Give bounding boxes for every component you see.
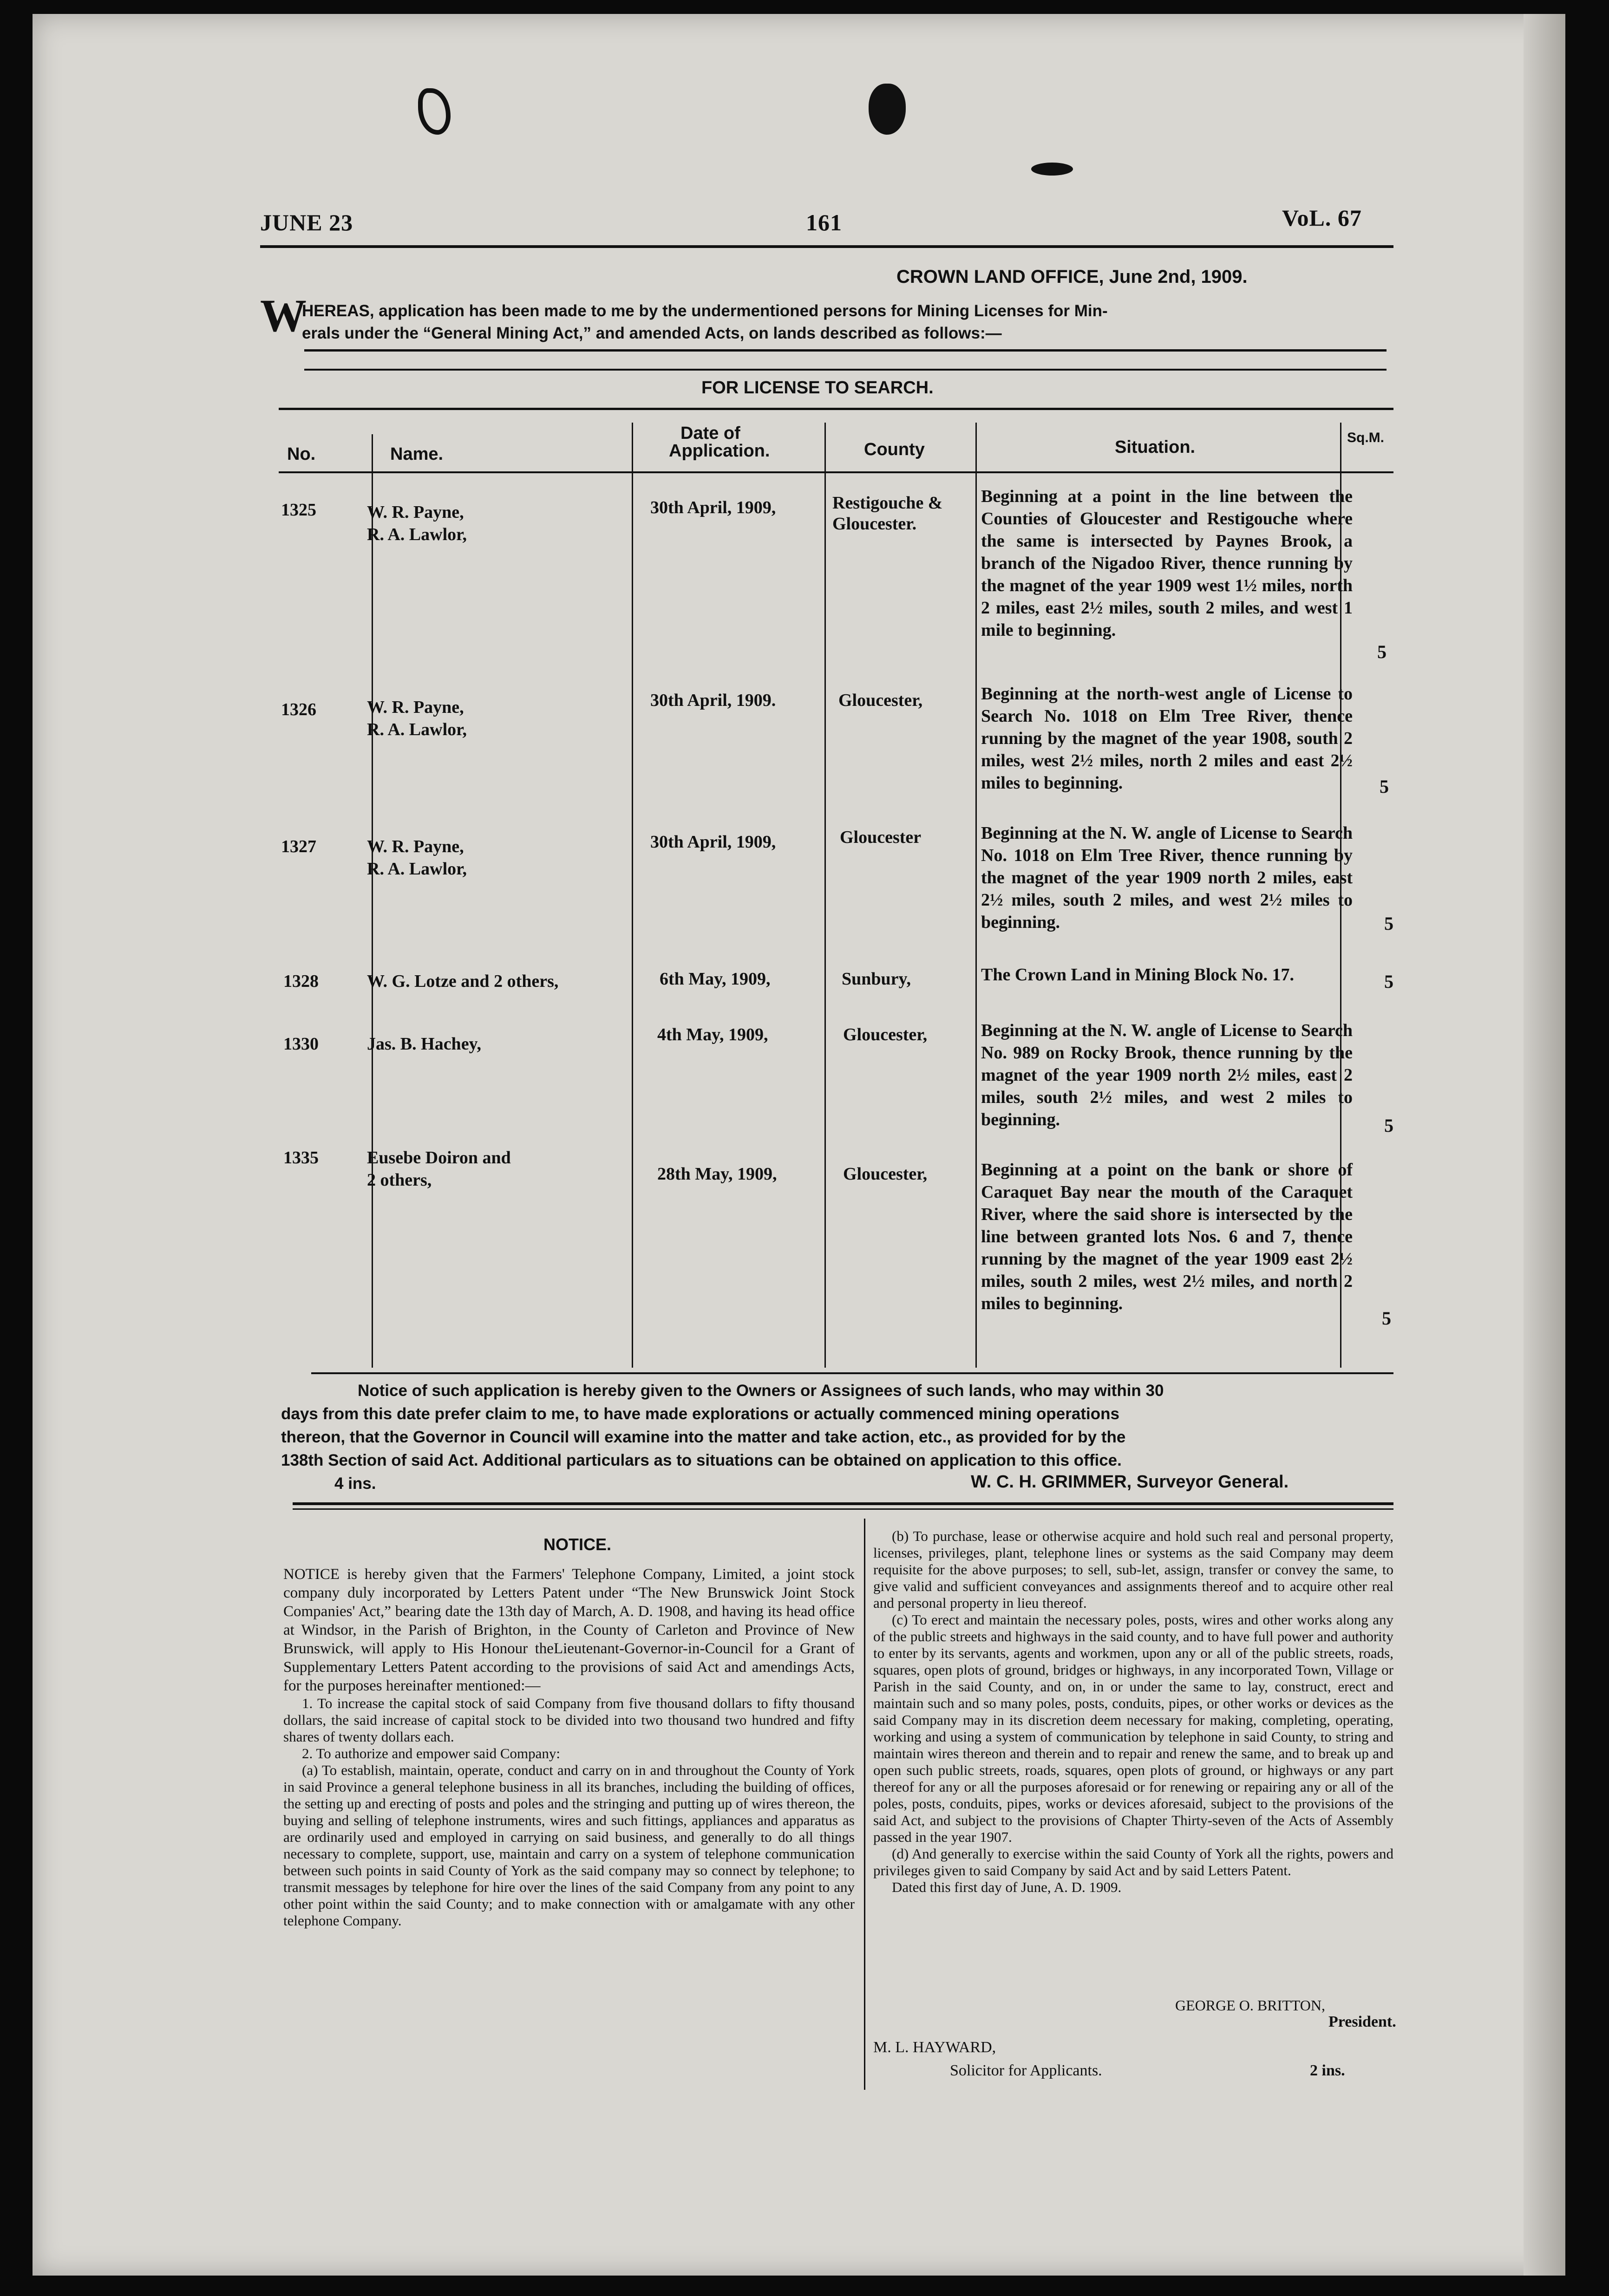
page-edge-shadow — [1524, 14, 1565, 2276]
telephone-insertions: 2 ins. — [1310, 2062, 1345, 2079]
row-1335-no: 1335 — [283, 1148, 319, 1168]
row-1326-sqm: 5 — [1380, 776, 1389, 797]
ink-blot-top-center — [869, 84, 906, 135]
column-divider — [864, 1519, 865, 2090]
solicitor-title: Solicitor for Applicants. — [950, 2062, 1102, 2079]
row-1335-name-2: 2 others, — [367, 1170, 432, 1190]
whereas-initial: W — [260, 290, 307, 341]
intro-rule-1 — [304, 349, 1387, 352]
application-insertions: 4 ins. — [334, 1474, 376, 1493]
row-1335-date: 28th May, 1909, — [657, 1164, 777, 1184]
col-divider-2 — [632, 423, 633, 1368]
signer-title: President. — [1328, 2013, 1396, 2030]
row-1327-date: 30th April, 1909, — [650, 832, 776, 852]
row-1326-name-2: R. A. Lawlor, — [367, 720, 467, 739]
intro-rule-2 — [304, 369, 1387, 371]
row-1326-no: 1326 — [281, 700, 316, 719]
notice-right-column — [873, 1528, 1393, 1896]
row-1325-sqm: 5 — [1377, 641, 1387, 662]
page-number: 161 — [806, 209, 842, 235]
notice-left-column — [283, 1565, 855, 1929]
ink-blot-top-left — [418, 88, 451, 135]
row-1325-no: 1325 — [281, 500, 316, 520]
row-1330-name: Jas. B. Hachey, — [367, 1034, 481, 1054]
crown-office-line: CROWN LAND OFFICE, June 2nd, 1909. — [896, 267, 1248, 287]
row-1325-county-1: Restigouche & — [832, 493, 943, 513]
row-1327-situation: Beginning at the N. W. angle of License to Search No. 1018 on Elm Tree River, thence running by the magnet of the year 1909 north 2 miles, east 2½ miles, south 2 miles, and west 2½ miles to beginning. — [981, 823, 1353, 932]
col-divider-4 — [975, 423, 977, 1368]
surveyor-signature: W. C. H. GRIMMER, Surveyor General. — [971, 1472, 1289, 1492]
notice-left-paragraph-1: NOTICE is hereby given that the Farmers' Telephone Company, Limited, a joint stock company duly incorporated by Letters Patent under “The New Brunswick Joint Stock Companies' Act,” bearing date the 13th day of March, A. D. 1908, and having its head office at Windsor, in the Parish of Brighton, in the County of Carleton and Province of New Brunswick, will apply to His Honour theLieutenant-Governor-in-Council for a Grant of Supplementary Letters Patent according to the provisions of said Act and amendings Acts, for the purposes hereinafter mentioned:— — [283, 1566, 855, 1694]
application-notice-line-1: Notice of such application is hereby given to the Owners or Assignees of such lands, who may within 30 — [358, 1382, 1164, 1400]
table-top-rule — [279, 408, 1393, 410]
row-1325-name-1: W. R. Payne, — [367, 502, 464, 522]
row-1328-situation: The Crown Land in Mining Block No. 17. — [981, 965, 1294, 985]
col-divider-1 — [372, 434, 373, 1368]
row-1328-county: Sunbury, — [842, 969, 911, 989]
row-1330-no: 1330 — [283, 1034, 319, 1054]
section-rule-2 — [293, 1508, 1393, 1510]
application-notice-line-4: 138th Section of said Act. Additional particulars as to situations can be obtained on application to this office. — [281, 1451, 1122, 1469]
whereas-line-1: HEREAS, application has been made to me by the undermentioned persons for Mining Licenses for Min- — [302, 302, 1108, 320]
notice-left-paragraph-2: 1. To increase the capital stock of said Company from five thousand dollars to fifty thousand dollars, the said increase of capital stock to be divided into two thousand two hundred and fifty shares of twenty dollars each. — [283, 1695, 855, 1745]
row-1335-situation: Beginning at a point on the bank or shore of Caraquet Bay near the mouth of the Caraquet River, where the said shore is intersected by the line between granted lots Nos. 6 and 7, thence running by the magnet of the year 1909 east 2½ miles, south 2 miles, west 2½ miles, and north 2 miles to beginning. — [981, 1160, 1353, 1313]
row-1326-name-1: W. R. Payne, — [367, 698, 464, 717]
row-1328-sqm: 5 — [1384, 971, 1393, 992]
application-notice-line-3: thereon, that the Governor in Council will examine into the matter and take action, etc., as provided for by the — [281, 1428, 1126, 1446]
row-1326-situation: Beginning at the north-west angle of License to Search No. 1018 on Elm Tree River, thence running by the magnet of the year 1908, south 2 miles, west 2½ miles, north 2 miles and east 2½ miles to beginning. — [981, 684, 1353, 793]
header-rule — [260, 245, 1393, 248]
col-divider-3 — [824, 423, 826, 1368]
row-1328-no: 1328 — [283, 972, 319, 991]
issue-date: JUNE 23 — [260, 209, 353, 235]
col-header-date-1: Date of — [680, 424, 740, 443]
row-1327-name-1: W. R. Payne, — [367, 837, 464, 856]
row-1327-name-2: R. A. Lawlor, — [367, 859, 467, 879]
notice-right-paragraph-2: (c) To erect and maintain the necessary poles, posts, wires and other works along any of the public streets and highways in the said county, and to have full power and authority to enter by its servants, agents and workmen, upon any or all of the public streets, roads, squares, open plots of ground, bridges or highways, in any incorporated Town, Village or Parish in the said County, and on, in or under the same to lay, construct, erect and maintain such and so many poles, posts, conduits, pipes, or other works or devices as the said Company may in its discretion deem necessary for making, completing, operating, working and using a system of communication by telephone in said County, to string and maintain wires thereon and therein and to repair and renew the same, and to break up and open such public streets, roads, squares, open plots of ground, or highways or any part thereof for any or all the purposes aforesaid or for renewing or repairing any or all of the poles, posts, conduits, pipes, works or devices aforesaid, subject to the provisions of the said Act, and subject to the provisions of Chapter Thirty-seven of the Acts of Assembly passed in the year 1907. — [873, 1611, 1393, 1845]
section-rule-1 — [293, 1502, 1393, 1505]
row-1327-no: 1327 — [281, 837, 316, 856]
row-1325-county-2: Gloucester. — [832, 514, 917, 534]
row-1330-sqm: 5 — [1384, 1115, 1393, 1136]
application-notice-line-2: days from this date prefer claim to me, to have made explorations or actually commenced mining operations — [281, 1405, 1119, 1423]
row-1330-date: 4th May, 1909, — [657, 1025, 768, 1044]
col-header-no: No. — [287, 444, 316, 464]
notice-right-paragraph-4: Dated this first day of June, A. D. 1909. — [892, 1879, 1122, 1895]
notice-right-paragraph-3: (d) And generally to exercise within the said County of York all the rights, powers and privileges given to said Company by said Act and by said Letters Patent. — [873, 1846, 1393, 1879]
signer-name: GEORGE O. BRITTON, — [1175, 1997, 1325, 2014]
ink-smudge — [1031, 163, 1073, 176]
col-header-sqm: Sq.M. — [1347, 430, 1384, 445]
col-header-name: Name. — [390, 444, 444, 464]
row-1327-county: Gloucester — [840, 828, 922, 847]
row-1325-date: 30th April, 1909, — [650, 498, 776, 517]
gazette-page — [33, 14, 1565, 2276]
volume-number: VoL. 67 — [1282, 205, 1362, 231]
row-1335-name-1: Eusebe Doiron and — [367, 1148, 511, 1168]
col-header-situation: Situation. — [1115, 437, 1196, 457]
row-1325-name-2: R. A. Lawlor, — [367, 525, 467, 544]
row-1335-county: Gloucester, — [843, 1164, 928, 1184]
row-1328-date: 6th May, 1909, — [660, 969, 771, 989]
row-1326-county: Gloucester, — [838, 691, 923, 710]
row-1330-county: Gloucester, — [843, 1025, 928, 1044]
whereas-line-2: erals under the “General Mining Act,” and amended Acts, on lands described as follows:— — [302, 324, 1002, 342]
row-1327-sqm: 5 — [1384, 913, 1393, 934]
notice-title: NOTICE. — [543, 1535, 612, 1554]
table-header-rule — [279, 471, 1393, 473]
notice-left-paragraph-4: (a) To establish, maintain, operate, conduct and carry on in and throughout the County of York in said Province a general telephone business in all its branches, including the building of offices, the setting up and erecting of posts and poles and the stringing and putting up of wires thereon, the buying and selling of telephone instruments, wires and such fittings, appliances and apparatus as are ordinarily used and employed in carrying on said business, and generally to do all things necessary to complete, support, use, maintain and carry on a system of telephone communication between such points in said County of York as the said company may so connect by telephone; to transmit messages by telephone for hire over the lines of the said Company from any point to any other point within the said County; and to make connection with or amalgamate with any other telephone Company. — [283, 1762, 855, 1929]
col-header-date-2: Application. — [669, 441, 770, 461]
solicitor-name: M. L. HAYWARD, — [873, 2039, 996, 2056]
row-1328-name: W. G. Lotze and 2 others, — [367, 972, 559, 991]
row-1325-situation: Beginning at a point in the line between the Counties of Gloucester and Restigouche where the same is intersected by Paynes Brook, a branch of the Nigadoo River, thence running by the magnet of the year 1909 west 1½ miles, north 2 miles, east 2½ miles, south 2 miles, and west 1 mile to beginning. — [981, 487, 1353, 640]
col-header-county: County — [864, 440, 925, 459]
row-1335-sqm: 5 — [1382, 1308, 1391, 1329]
notice-left-paragraph-3: 2. To authorize and empower said Company: — [302, 1745, 560, 1761]
row-1326-date: 30th April, 1909. — [650, 691, 776, 710]
notice-right-paragraph-1: (b) To purchase, lease or otherwise acquire and hold such real and personal property, licenses, privileges, plant, telephone lines or systems as the said Company may deem requisite for the above purposes; to sell, sub-let, assign, transfer or convey the same, to give valid and sufficient conveyances and assignments thereof and to acquire other real and personal property in lieu thereof. — [873, 1528, 1393, 1611]
row-1330-situation: Beginning at the N. W. angle of License to Search No. 989 on Rocky Brook, thence running by the magnet of the year 1909 north 2½ miles, east 2 miles, south 2½ miles, and west 2 miles to beginning. — [981, 1021, 1353, 1129]
license-table-title: FOR LICENSE TO SEARCH. — [701, 378, 934, 398]
table-bottom-rule — [311, 1372, 1393, 1374]
